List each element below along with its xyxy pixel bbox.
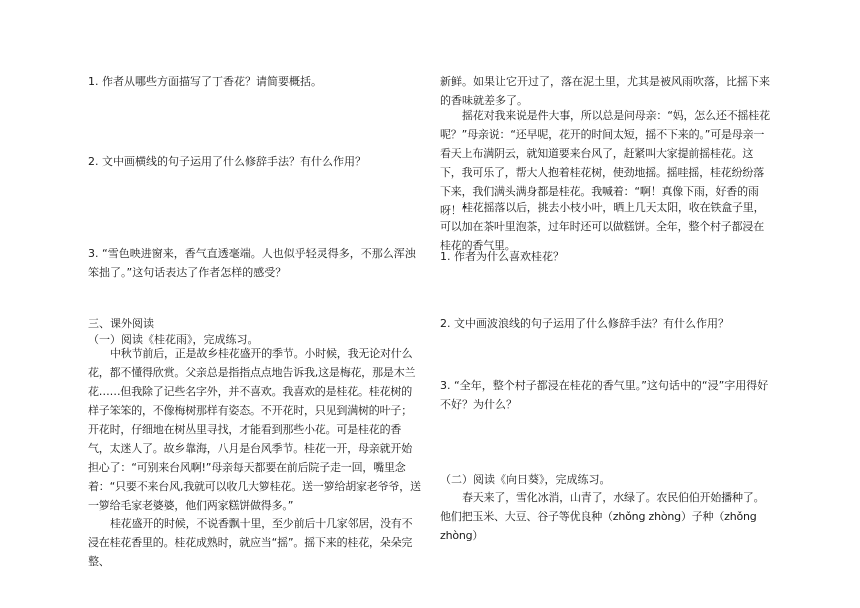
reading-1-paragraph-1: 中秋节前后，正是故乡桂花盛开的季节。小时候，我无论对什么花，都不懂得欣赏。父亲总是指指点点地告诉我,这是梅花，那是木兰花……但我除了记些名字外，并不喜欢。我喜欢的是桂花。桂花树的样子笨笨的，不像梅树那样有姿态。不开花时，只见到满树的叶子；开花时，仔细地在树丛里寻找，才能看到那些小花。可是桂花的香气，太迷人了。故乡靠海，八月是台风季节。桂花一开，母亲就开始担心了：“可别来台风啊!”母亲每天都要在前后院子走一回，嘴里念着：“只要不来台风,我就可以收几大箩桂花。送一箩给胡家老爷爷，送一箩给毛家老婆婆，他们两家糕饼做得多。” (88, 347, 421, 512)
question-2-left: 2. 文中画横线的句子运用了什么修辞手法？有什么作用？ (88, 155, 366, 168)
question-1-right: 1. 作者为什么喜欢桂花？ (440, 250, 564, 263)
reading-1-paragraph-2: 桂花盛开的时候，不说香飘十里，至少前后十几家邻居，没有不浸在桂花香里的。桂花成熟时，就应当“摇”。摇下来的桂花，朵朵完整、 (88, 517, 413, 568)
reading-1-paragraph-4: 桂花摇落以后，挑去小枝小叶，晒上几天太阳，收在铁盒子里，可以加在茶叶里泡茶，过年时还可以做糕饼。全年，整个村子都浸在桂花的香气里。 (440, 201, 765, 252)
question-2-right: 2. 文中画波浪线的句子运用了什么修辞手法？有什么作用？ (440, 317, 729, 330)
reading-2-heading: （二）阅读《向日葵》，完成练习。 (440, 473, 611, 486)
question-3-left: 3. “雪色映进窗来，香气直透毫端。人也似乎轻灵得多，不那么浑浊笨拙了。”这句话表达了作者怎样的感受？ (88, 247, 416, 279)
question-3-right: 3. “全年，整个村子都浸在桂花的香气里。”这句话中的“浸”字用得好不好？为什么？ (440, 379, 769, 411)
reading-1-paragraph-3: 摇花对我来说是件大事，所以总是问母亲：“妈，怎么还不摇桂花呢？”母亲说：“还早呢，花开的时间太短，摇不下来的。”可是母亲一看天上布满阴云，就知道要来台风了，赶紧叫大家提前摇桂花。这下，我可乐了，帮大人抱着桂花树，使劲地摇。摇哇摇，桂花纷纷落下来，我们满头满身都是桂花。我喊着：“啊！真像下雨，好香的雨呀！” (440, 109, 770, 217)
reading-2-paragraph-1: 春天来了，雪化冰消，山青了，水绿了。农民伯伯开始播种了。他们把玉米、大豆、谷子等优良种（zhǒng zhòng）子种（zhǒng zhòng） (440, 491, 765, 542)
question-1-left: 1. 作者从哪些方面描写了丁香花？请简要概括。 (88, 75, 322, 88)
reading-1-continuation: 新鲜。如果让它开过了，落在泥土里，尤其是被风雨吹落，比摇下来的香味就差多了。 (440, 75, 770, 107)
reading-1-heading: （一）阅读《桂花雨》，完成练习。 (88, 333, 259, 346)
section-heading: 三、课外阅读 (88, 317, 154, 330)
